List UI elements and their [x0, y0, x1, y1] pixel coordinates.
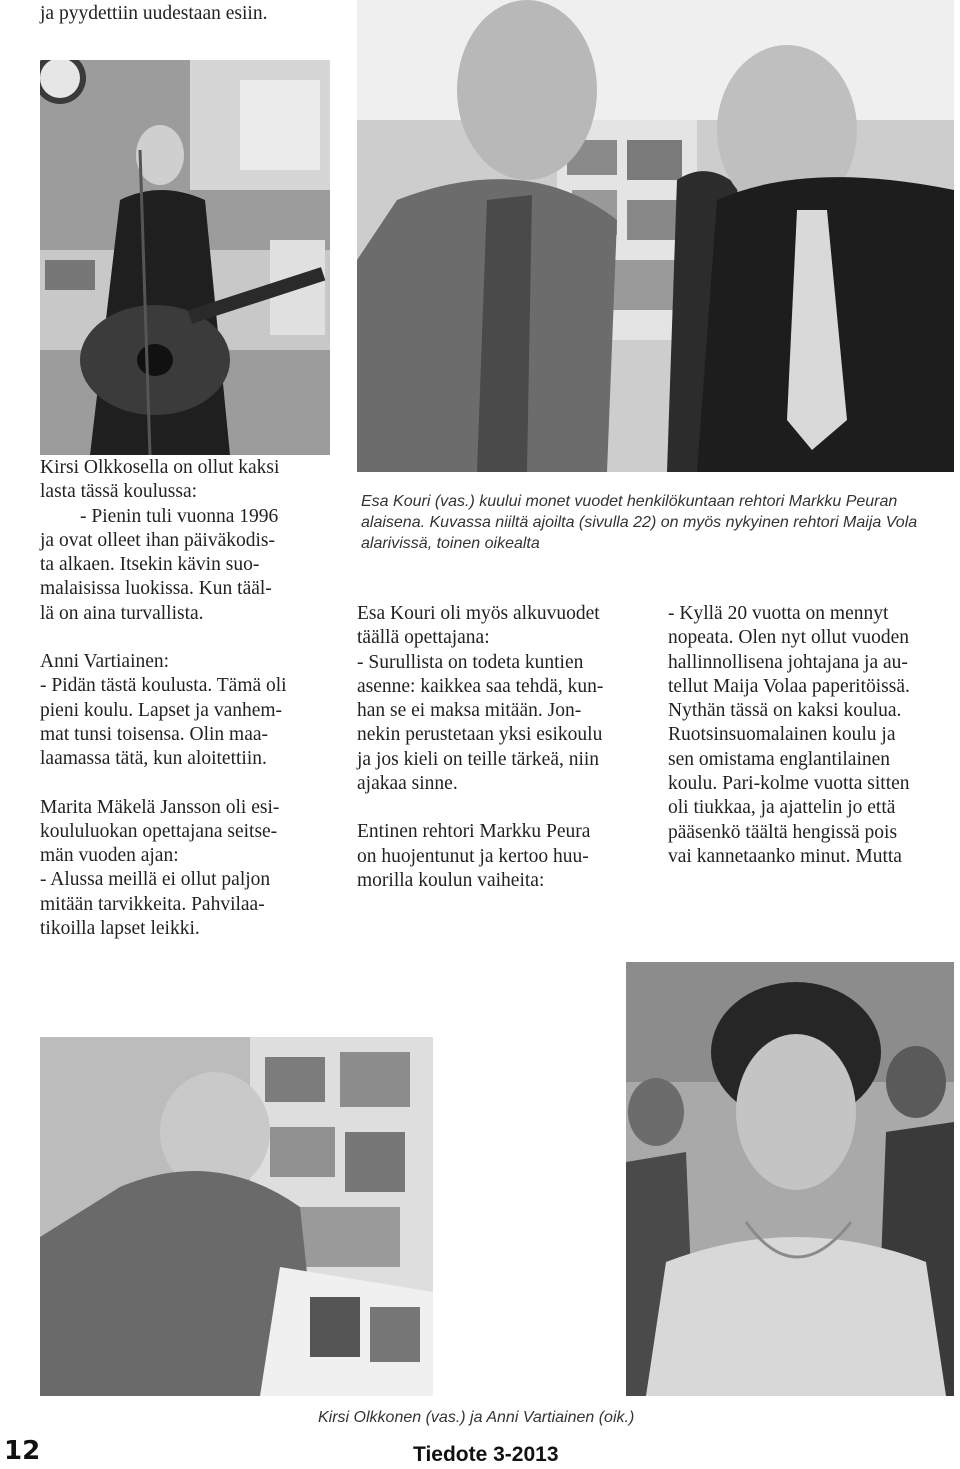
text-line: män vuoden ajan:	[40, 845, 179, 867]
text-line: Kirsi Olkkosella on ollut kaksi	[40, 457, 280, 478]
continued-text: ja pyydettiin uudestaan esiin.	[40, 3, 268, 24]
text-line: tikoilla lapset leikki.	[40, 918, 200, 940]
text-line: - Pienin tuli vuonna 1996	[80, 505, 279, 527]
page-number: 12	[4, 1436, 41, 1466]
text-line: laamassa tätä, kun aloitettiin.	[40, 748, 267, 770]
text-line: Esa Kouri oli myös alkuvuodet	[357, 603, 600, 624]
text-line: Entinen rehtori Markku Peura	[357, 821, 591, 843]
text-line: pääsenkö täältä hengissä pois	[668, 821, 898, 843]
caption-line: Esa Kouri (vas.) kuului monet vuodet henkilökuntaan rehtori Markku	[361, 493, 842, 510]
text-line: vai kannetaanko minut. Mutta	[668, 845, 902, 867]
middle-column-text	[357, 602, 647, 917]
photo-woman-portrait	[626, 962, 954, 1396]
text-line: malaisissa luokissa. Kun tääl-	[40, 578, 272, 600]
paragraph-markku	[357, 820, 647, 893]
text-line: mat tunsi toisensa. Olin maa-	[40, 723, 269, 745]
text-line: Nythän tässä on kaksi koulua.	[668, 700, 902, 722]
paragraph-anni	[40, 650, 340, 771]
publication-footer: Tiedote 3-2013	[413, 1443, 559, 1466]
text-line: asenne: kaikkea saa tehdä, kun-	[357, 675, 604, 697]
paragraph-esa	[357, 602, 647, 796]
text-line: morilla koulun vaiheita:	[357, 869, 545, 891]
left-column-text	[40, 456, 340, 965]
photo-caption-top	[361, 491, 956, 554]
text-line: koululuokan opettajana seitse-	[40, 820, 278, 842]
paragraph-marita	[40, 796, 340, 942]
text-line: nekin perustetaan yksi esikoulu	[357, 724, 603, 746]
text-line: - Alussa meillä ei ollut paljon	[40, 869, 271, 891]
text-line: Ruotsinsuomalainen koulu ja	[668, 724, 896, 746]
text-line: - Surullista on todeta kuntien	[357, 651, 584, 673]
text-line: - Kyllä 20 vuotta on mennyt	[668, 603, 889, 624]
text-line: oli tiukkaa, ja ajattelin jo että	[668, 797, 896, 819]
caption-line: rehtori Maija Vola alarivissä, toinen oikealta	[361, 514, 918, 552]
text-line: Marita Mäkelä Jansson oli esi-	[40, 796, 280, 818]
right-column-text	[668, 602, 958, 893]
text-line: Anni Vartiainen:	[40, 651, 170, 673]
text-line: ajakaa sinne.	[357, 773, 458, 795]
text-line: tellut Maija Volaa paperitöissä.	[668, 675, 910, 697]
text-line: koulu. Pari-kolme vuotta sitten	[668, 773, 910, 795]
text-line: lasta tässä koulussa:	[40, 481, 198, 503]
photo-woman-album	[40, 1037, 433, 1396]
text-line: - Pidän tästä koulusta. Tämä oli	[40, 675, 287, 697]
text-line: hallinnollisena johtajana ja au-	[668, 651, 908, 673]
text-line: on huojentunut ja kertoo huu-	[357, 845, 589, 867]
text-line: nopeata. Olen nyt ollut vuoden	[668, 627, 909, 649]
caption-line: Peuran alaisena. Kuvassa niiltä ajoilta (sivulla 22) on myös nykyinen	[361, 493, 898, 531]
paragraph-markku-quote	[668, 602, 958, 869]
photo-two-men	[357, 0, 954, 472]
paragraph-kirsi	[40, 456, 340, 626]
text-line: pieni koulu. Lapset ja vanhem-	[40, 699, 283, 721]
photo-guitarist	[40, 60, 330, 455]
text-line: ja jos kieli on teille tärkeä, niin	[357, 748, 600, 770]
text-line: ja ovat olleet ihan päiväkodis-	[40, 529, 276, 551]
text-line: han se ei maksa mitään. Jon-	[357, 700, 582, 722]
text-line: mitään tarvikkeita. Pahvilaa-	[40, 893, 265, 915]
text-line: lä on aina turvallista.	[40, 602, 204, 624]
text-line: sen omistama englantilainen	[668, 748, 891, 770]
photo-caption-bottom: Kirsi Olkkonen (vas.) ja Anni Vartiainen (oik.)	[318, 1409, 635, 1426]
text-line: täällä opettajana:	[357, 627, 490, 649]
text-line: ta alkaen. Itsekin kävin suo-	[40, 554, 260, 576]
